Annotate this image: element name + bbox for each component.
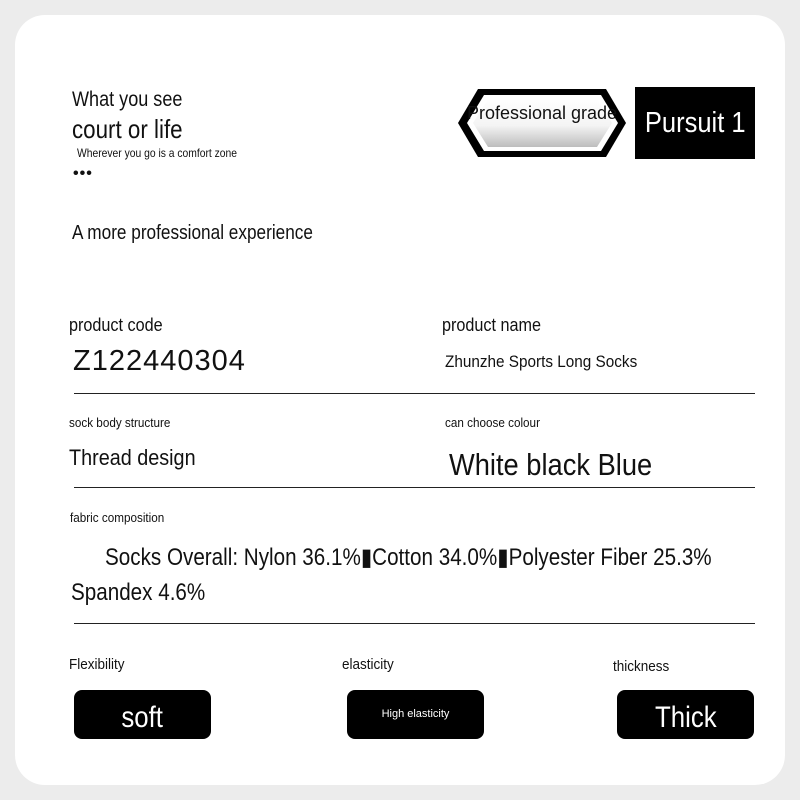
flexibility-pill: [74, 690, 211, 739]
grade-badge-text: Professional grade: [466, 103, 618, 123]
elasticity-pill: [347, 690, 484, 739]
product-code-value: Z122440304: [73, 345, 246, 377]
fabric-composition-line-2: Spandex 4.6%: [71, 579, 206, 606]
structure-label: sock body structure: [69, 415, 171, 430]
professional-grade-badge: [456, 87, 628, 159]
thickness-value: Thick: [654, 700, 717, 734]
colour-label: can choose colour: [445, 415, 540, 430]
divider: [74, 487, 755, 488]
product-name-label: product name: [442, 315, 542, 335]
flexibility-label: Flexibility: [69, 656, 125, 673]
product-code-label: product code: [69, 315, 163, 335]
divider: [74, 393, 755, 394]
elasticity-label: elasticity: [342, 656, 394, 673]
header-subtitle: A more professional experience: [72, 222, 313, 244]
pursuit-badge: [635, 87, 755, 159]
header-line-what-you-see: What you see: [72, 88, 183, 111]
flexibility-value: soft: [121, 700, 164, 734]
header-tagline: Wherever you go is a comfort zone: [77, 146, 238, 160]
elasticity-value: High elasticity: [381, 708, 450, 720]
thickness-pill: [617, 690, 754, 739]
fabric-composition-line-1: Socks Overall: Nylon 36.1%▮Cotton 34.0%▮Polyester Fiber 25.3%: [105, 544, 712, 571]
fabric-label: fabric composition: [70, 510, 165, 525]
thickness-label: thickness: [613, 658, 670, 675]
product-name-value: Zhunzhe Sports Long Socks: [445, 352, 638, 371]
product-spec-card: [15, 15, 785, 785]
colour-value: White black Blue: [449, 447, 653, 482]
pursuit-badge-text: Pursuit 1: [644, 106, 746, 139]
header-line-court-or-life: court or life: [72, 114, 183, 144]
ellipsis-dots: •••: [73, 165, 93, 182]
divider: [74, 623, 755, 624]
structure-value: Thread design: [69, 445, 196, 470]
